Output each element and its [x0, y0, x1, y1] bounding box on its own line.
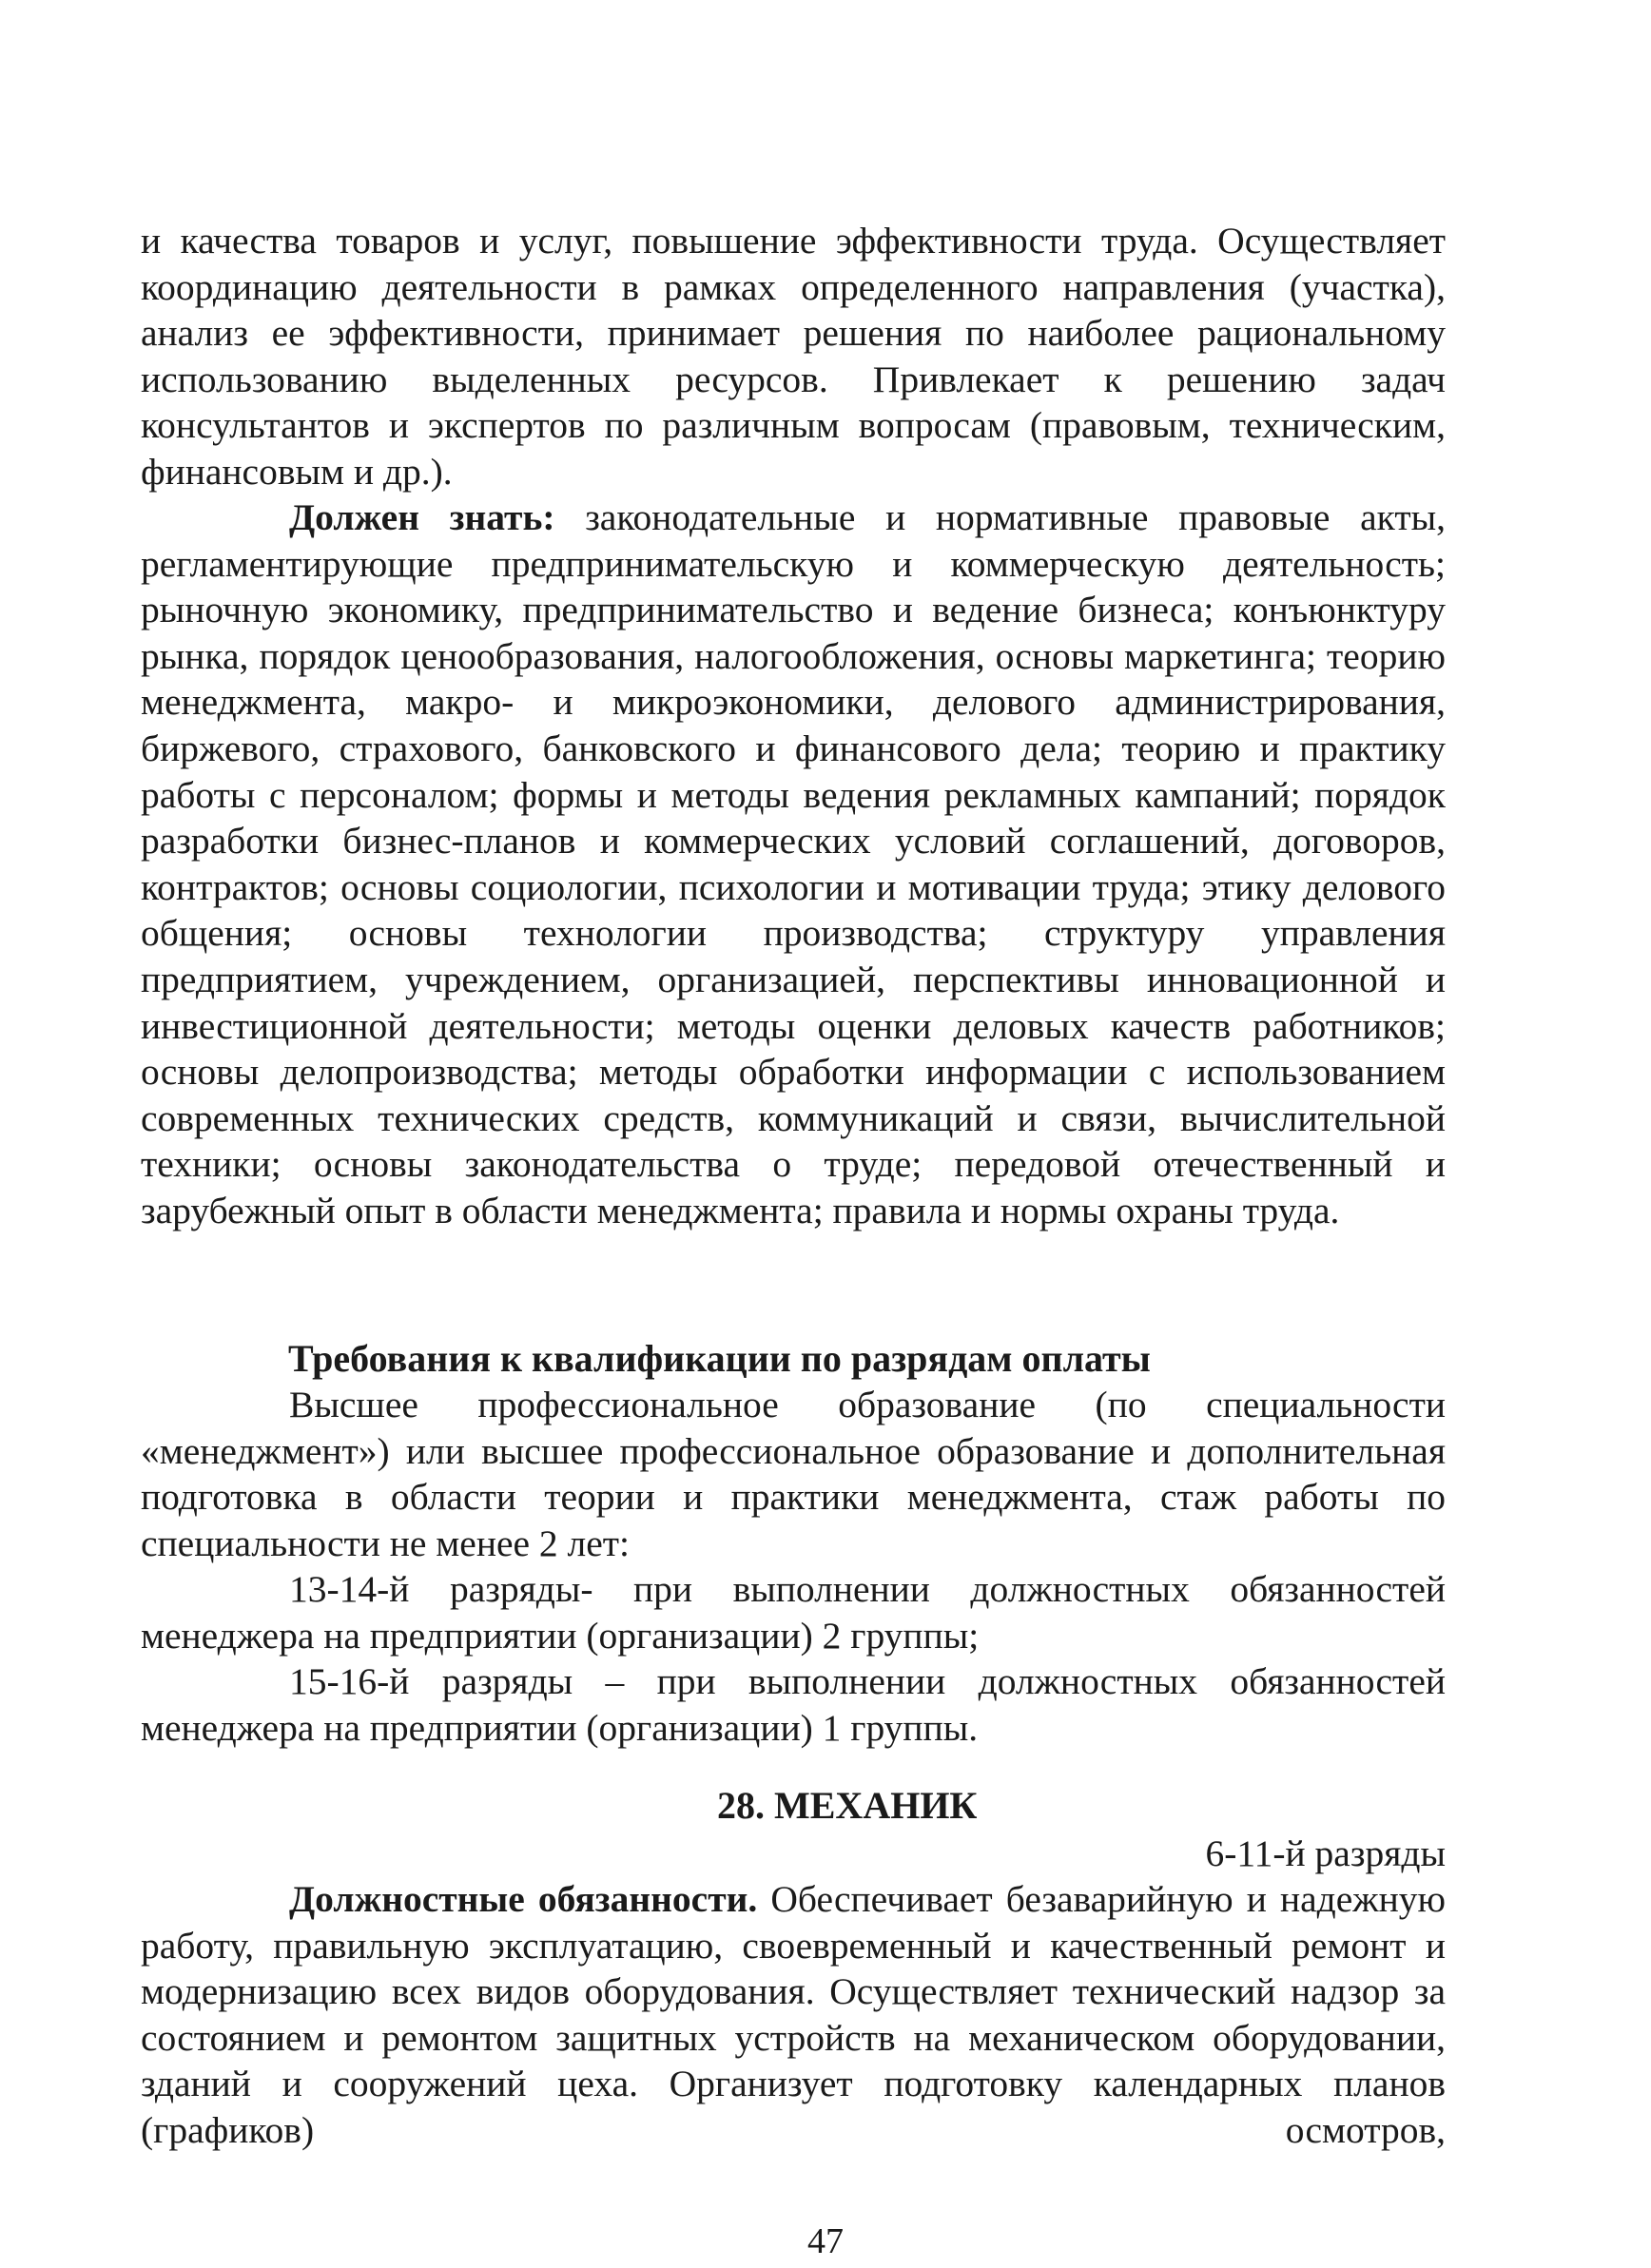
- duties-label: Должностные обязанности.: [289, 1878, 758, 1920]
- duties-paragraph: [141, 1876, 1446, 2154]
- knowledge-label: Должен знать:: [289, 496, 555, 538]
- grade-13-14-paragraph: [141, 1566, 1446, 1658]
- grade-15-16-paragraph: [141, 1658, 1446, 1751]
- knowledge-text: законодательные и нормативные правовые акты, регламентирующие предпринимательскую и коммерческую деятельность; рыночную экономику, предпринимательство и ведение бизнеса; конъюнктуру рынка, порядок ценообразования, налогообложения, основы маркетинга; теорию менеджмента, макро- и микроэкономики, делового администрирования, биржевого, страхового, банковского и финансового дела; теорию и практику работы с персоналом; формы и методы ведения рекламных кампаний; порядок разработки бизнес-планов и коммерческих условий соглашений, договоров, контрактов; основы социологии, психологии и мотивации труда; этику делового общения; основы технологии производства; структуру управления предприятием, учреждением, организацией, перспективы инновационной и инвестиционной деятельности; методы оценки деловых качеств работников; основы делопроизводства; методы обработки информации с использованием современных технических средств, коммуникаций и связи, вычислительной техники; основы законодательства о труде; передовой отечественный и зарубежный опыт в области менеджмента; правила и нормы охраны труда.: [141, 496, 1446, 1231]
- grade-15-16-text: 15-16-й разряды – при выполнении должностных обязанностей менеджера на предприятии (организации) 1 группы.: [141, 1660, 1446, 1749]
- section-grades: 6-11-й разряды: [1205, 1832, 1446, 1874]
- page-number: 47: [807, 2221, 844, 2261]
- duties-text: Обеспечивает безаварийную и надежную работу, правильную эксплуатацию, своевременный и качественный ремонт и модернизацию всех видов оборудования. Осуществляет технический надзор за состоянием и ремонтом защитных устройств на механическом оборудовании, зданий и сооружений цеха. Организует подготовку календарных планов (графиков) осмотров,: [141, 1878, 1446, 2151]
- qualification-paragraph: [141, 1382, 1446, 1566]
- grade-13-14-text: 13-14-й разряды- при выполнении должностных обязанностей менеджера на предприятии (организации) 2 группы;: [141, 1568, 1446, 1657]
- qualification-heading: Требования к квалификации по разрядам оплаты: [288, 1337, 1151, 1380]
- knowledge-paragraph: [141, 494, 1446, 1234]
- intro-paragraph: [141, 218, 1446, 495]
- intro-text: и качества товаров и услуг, повышение эффективности труда. Осуществляет координацию деятельности в рамках определенного направления (участка), анализ ее эффективности, принимает решения по наиболее рациональному использованию выделенных ресурсов. Привлекает к решению задач консультантов и экспертов по различным вопросам (правовым, техническим, финансовым и др.).: [141, 220, 1446, 493]
- qualification-text: Высшее профессиональное образование (по специальности «менеджмент») или высшее профессиональное образование и дополнительная подготовка в области теории и практики менеджмента, стаж работы по специальности не менее 2 лет:: [141, 1384, 1446, 1564]
- section-title: 28. МЕХАНИК: [717, 1784, 978, 1827]
